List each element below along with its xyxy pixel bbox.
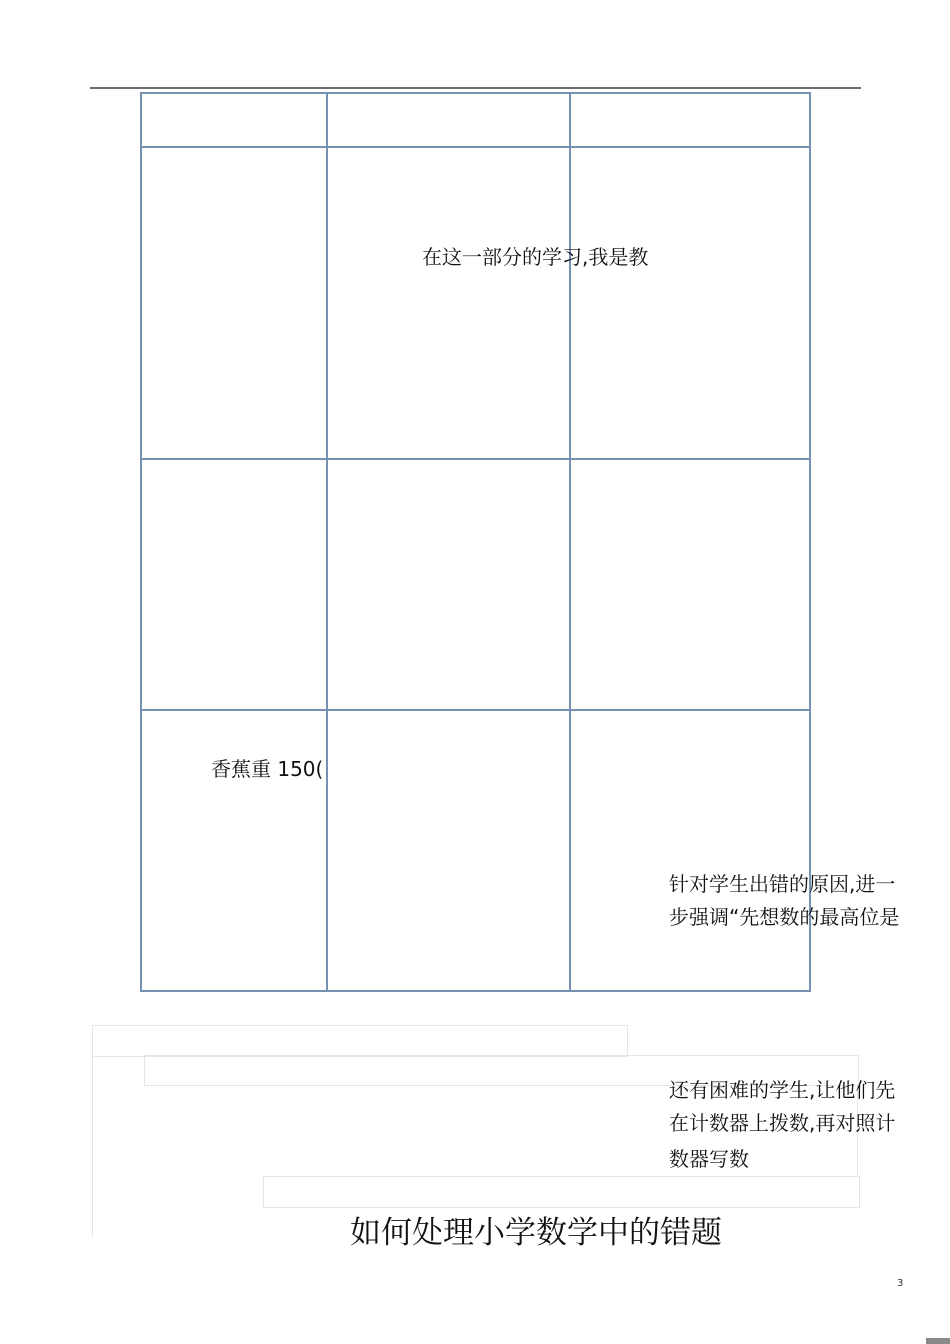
table-col-divider — [326, 92, 328, 992]
faint-frame — [92, 1025, 628, 1057]
table-cell-text: 在这一部分的学习,我是教 — [422, 245, 649, 269]
table-row-divider — [140, 709, 811, 711]
page-number: 3 — [897, 1278, 904, 1289]
table-row-divider — [140, 458, 811, 460]
header-rule — [90, 87, 861, 89]
table-row-divider — [140, 146, 811, 148]
faint-frame — [92, 1025, 93, 1237]
note-difficulty-line: 还有困难的学生,让他们先 — [669, 1078, 896, 1102]
table-border-top — [140, 92, 811, 94]
note-difficulty-line: 数器写数 — [669, 1147, 749, 1171]
note-error-reason-line: 步强调“先想数的最高位是 — [669, 905, 900, 929]
table-border-left — [140, 92, 142, 992]
document-title: 如何处理小学数学中的错题 — [350, 1215, 722, 1251]
note-error-reason-line: 针对学生出错的原因,进一 — [669, 872, 896, 896]
note-difficulty-line: 在计数器上拨数,再对照计 — [669, 1111, 896, 1135]
table-cell-text: 香蕉重 150( — [211, 757, 324, 781]
table-border-bottom — [140, 990, 811, 992]
corner-mark — [926, 1338, 950, 1344]
faint-frame — [263, 1176, 860, 1208]
table-border-right — [809, 92, 811, 992]
table-col-divider — [569, 92, 571, 992]
